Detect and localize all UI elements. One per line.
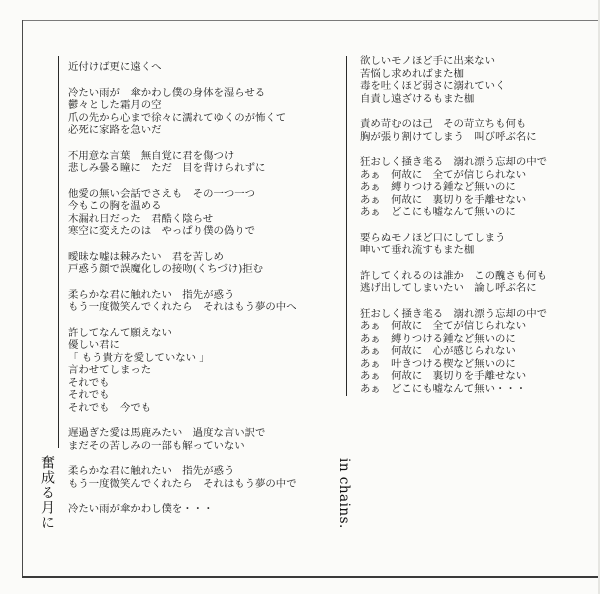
lyric-stanza [68, 289, 297, 314]
lyric-line: もう一度微笑んでくれたら それはもう夢の中で [68, 477, 297, 490]
lyric-stanza [360, 232, 547, 257]
lyrics-right-column [360, 55, 547, 408]
lyric-line: あぁ 叶きつける楔など無いのに [360, 357, 516, 370]
lyric-line: 必死に家路を急いだ [68, 124, 162, 136]
song-title-right: in chains. [336, 458, 352, 529]
lyric-line: それでも [68, 389, 110, 401]
lyric-line: 苦悩し求めればまた枷 [360, 67, 464, 80]
lyric-line: 冷たい雨が 傘かわし僕の身体を湿らせる [68, 86, 266, 99]
lyric-stanza [68, 188, 297, 238]
lyric-line: あぁ 何故に 心が感じられない [360, 345, 516, 357]
page-frame-left [22, 20, 23, 576]
lyric-line: 鬱々とした霜月の空 [68, 99, 162, 111]
lyrics-left-column [68, 61, 297, 529]
lyric-line: 許してなんて願えない [68, 326, 172, 339]
lyric-line: 胸が張り割けてしまう 叫び呼ぶ名に [360, 130, 537, 143]
lyric-line: 優しい君に [68, 339, 120, 351]
lyric-line: 言わせてしまった [68, 364, 152, 376]
song-title-left: 奮成る月に [39, 455, 55, 530]
lyric-line: あぁ 何故に 全てが信じられない [360, 168, 527, 181]
left-column-rule [58, 56, 59, 448]
lyric-line: あぁ 縛りつける鍾など無いのに [360, 332, 516, 345]
lyric-line: 許してくれるのは誰か この醜さも何も [360, 269, 548, 282]
lyric-stanza [360, 270, 547, 295]
lyric-line: 「 もう貴方を愛していない 」 [68, 351, 210, 364]
lyric-line: 柔らかな君に触れたい 指先が惑う [68, 465, 235, 477]
lyric-stanza [360, 118, 547, 143]
lyric-line: 自責し遠ざけるもまた枷 [360, 92, 475, 105]
lyric-stanza [68, 427, 297, 452]
lyric-line: あぁ 縛りつける鍾など無いのに [360, 181, 516, 193]
lyric-line: あぁ どこにも嘘なんて無いのに [360, 206, 516, 218]
lyric-line: 要らぬモノほど口にしてしまう [360, 231, 506, 244]
lyric-stanza [68, 87, 297, 137]
middle-column-rule [346, 56, 347, 396]
lyric-line: 不用意な言葉 無自覚に君を傷つけ [68, 149, 235, 162]
lyric-line: 今もこの胸を温める [68, 200, 162, 212]
lyric-stanza [68, 503, 297, 516]
page-frame-bottom [22, 576, 600, 578]
lyric-line: 木漏れ日だった 君酷く陰らせ [68, 212, 214, 225]
page-frame-top [22, 20, 600, 21]
lyric-line: あぁ 何故に 裏切りを手離せない [360, 193, 527, 206]
lyric-line: 遅過ぎた愛は馬鹿みたい 過度な言い訳で [68, 427, 266, 439]
lyric-line: 欲しいモノほど手に出来ない [360, 55, 495, 67]
lyric-line: それでも 今でも [68, 401, 152, 414]
lyric-line: あぁ 何故に 全てが信じられない [360, 320, 527, 332]
lyric-line: 悲しみ曇る瞳に ただ 目を背けられずに [68, 162, 266, 174]
lyric-line: 他愛の無い会話でさえも その一つ一つ [68, 187, 256, 200]
lyric-line: 爪の先から心まで徐々に濡れてゆくのが怖くて [68, 111, 287, 124]
lyric-line: 責め苛むのは己 その苛立ちも何も [360, 118, 527, 130]
lyric-line: 毒を吐くほど弱さに溺れていく [360, 80, 506, 92]
lyric-stanza [68, 61, 297, 74]
lyric-stanza [68, 327, 297, 415]
lyric-stanza [68, 150, 297, 175]
lyric-line: 戸惑う顔で誤魔化しの接吻(くちづけ)拒む [68, 263, 264, 275]
lyric-stanza [360, 156, 547, 219]
lyric-line: 近付けば更に遠くへ [68, 61, 162, 73]
lyric-line: 柔らかな君に触れたい 指先が惑う [68, 288, 235, 301]
lyric-stanza [68, 465, 297, 490]
lyric-line: 寒空に変えたのは やっぱり僕の偽りで [68, 225, 256, 237]
lyric-stanza [360, 55, 547, 105]
lyric-line: あぁ 何故に 裏切りを手離せない [360, 370, 527, 382]
lyric-line: 曖昧な嘘は棘みたい 君を苦しめ [68, 250, 224, 263]
lyric-line: あぁ どこにも嘘なんて無い・・・ [360, 382, 527, 395]
lyric-line: 逃げ出してしまいたい 論し呼ぶ名に [360, 282, 537, 294]
lyric-line: 冷たい雨が傘かわし僕を・・・ [68, 503, 214, 515]
lyric-line: それでも [68, 376, 110, 389]
lyric-stanza [360, 308, 547, 396]
lyric-line: もう一度微笑んでくれたら それはもう夢の中へ [68, 301, 297, 313]
lyric-line: 呻いて垂れ流すもまた枷 [360, 244, 475, 256]
lyric-line: 狂おしく掻き毟る 溺れ漂う忘却の中で [360, 307, 548, 320]
lyric-stanza [68, 251, 297, 276]
lyric-line: 狂おしく掻き毟る 溺れ漂う忘却の中で [360, 156, 548, 168]
lyric-line: まだその苦しみの一部も解っていない [68, 439, 245, 452]
